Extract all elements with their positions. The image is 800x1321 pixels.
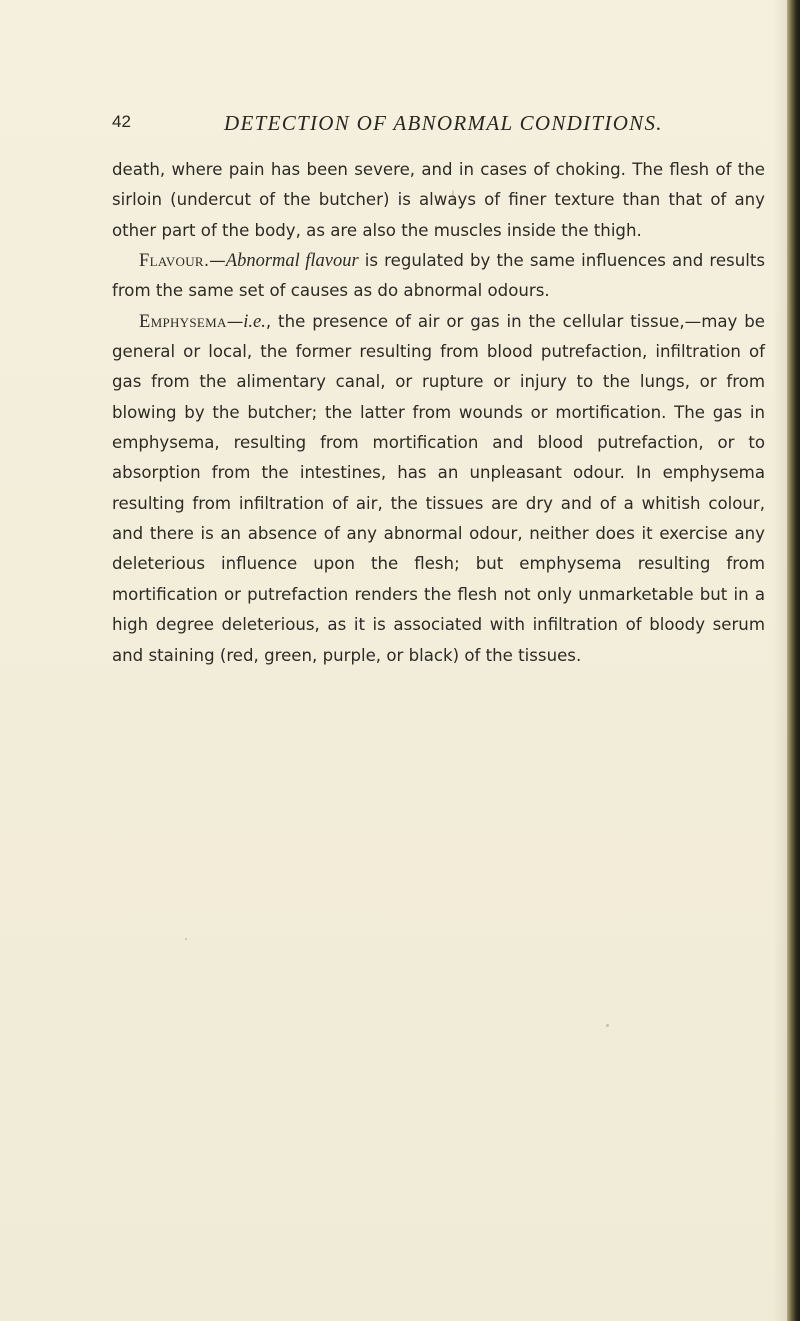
italic-term: Abnormal flavour (225, 251, 359, 272)
paragraph-continuation (112, 155, 765, 246)
section-heading-emphysema: Emphysema (139, 311, 227, 332)
heading-dash: — (226, 311, 244, 331)
paragraph-flavour (112, 246, 765, 307)
binding-shadow (773, 0, 787, 1321)
italic-term: i.e. (243, 311, 266, 332)
page-header (112, 112, 762, 142)
section-heading-flavour: Flavour (139, 251, 204, 272)
paragraph-text: is regulated by the same influences and results from the same set of causes as do abnormal odours. (112, 251, 765, 301)
paper-speck (452, 190, 454, 204)
paragraph-emphysema (112, 307, 765, 671)
running-head: DETECTION OF ABNORMAL CONDITIONS. (224, 111, 663, 135)
paragraph-text: death, where pain has been severe, and in cases of choking. The flesh of the sirloin (undercut of the butcher) is always of finer texture than that of any other part of the body, as are also the muscles inside the thigh. (112, 160, 765, 240)
heading-dash: .— (203, 251, 226, 271)
paper-speck (606, 1024, 609, 1027)
binding-edge (787, 0, 800, 1321)
page-number: 42 (112, 112, 131, 131)
paper-speck (185, 938, 187, 940)
paragraph-text: , the presence of air or gas in the cellular tissue,—may be general or local, the former resulting from blood putrefaction, infiltration of gas from the alimentary canal, or rupture or injury to the lungs, or from blowing by the butcher; the latter from wounds or mortification. The gas in emphysema, resulting from mortification and blood putrefaction, or to absorption from the intestines, has an unpleasant odour. In emphysema resulting from infiltration of air, the tissues are dry and of a whitish colour, and there is an absence of any abnormal odour, neither does it exercise any deleterious influence upon the flesh; but emphysema resulting from mortification or putrefaction renders the flesh not only unmarketable but in a high degree deleterious, as it is associated with infiltration of bloody serum and staining (red, green, purple, or black) of the tissues. (112, 311, 765, 665)
body-text (112, 155, 765, 671)
